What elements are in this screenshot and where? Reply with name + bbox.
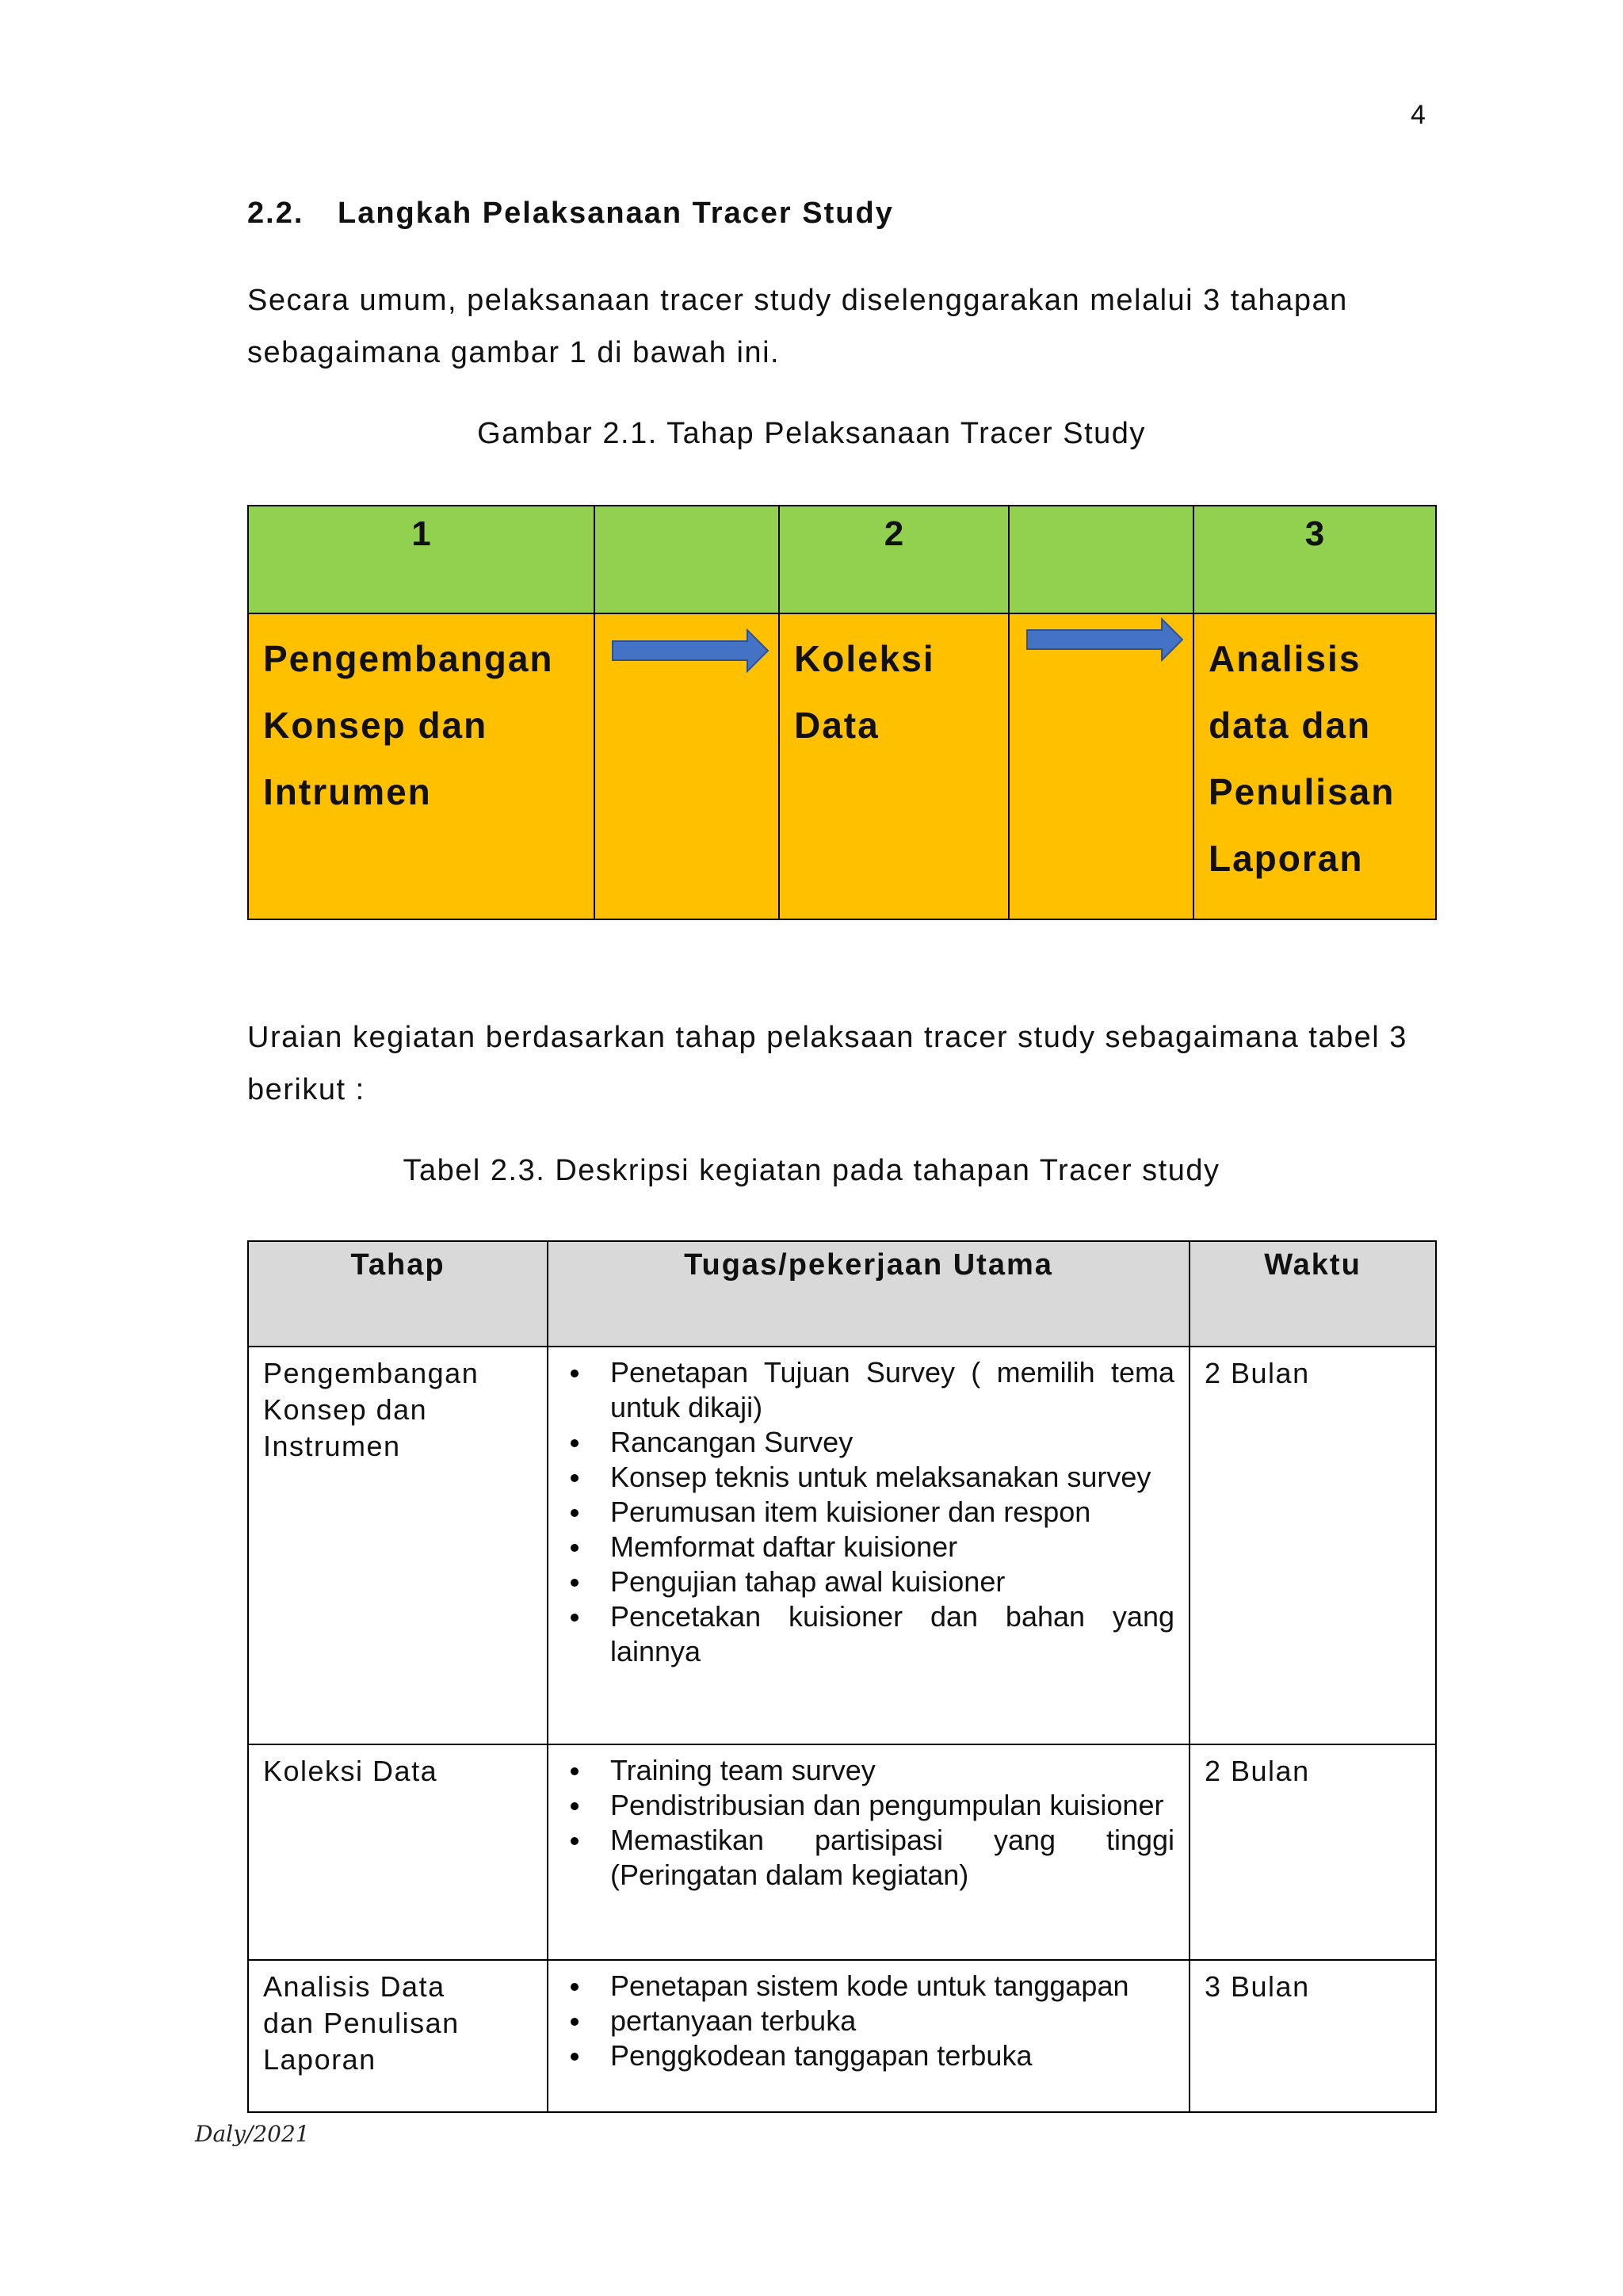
stage-cell: [779, 613, 1009, 919]
list-item: Rancangan Survey: [563, 1425, 1174, 1460]
signature: Daly/2021: [195, 2121, 310, 2147]
tasks-cell: [548, 1960, 1190, 2112]
table-caption: Tabel 2.3. Deskripsi kegiatan pada tahapan Tracer study: [403, 1154, 1220, 1187]
list-item: Penggkodean tanggapan terbuka: [563, 2038, 1174, 2073]
list-item: Memastikan partisipasi yang tinggi (Peringatan dalam kegiatan): [563, 1823, 1174, 1893]
arrow-cell: [1009, 613, 1193, 919]
list-item: Pendistribusian dan pengumpulan kuisioner: [563, 1788, 1174, 1823]
section-number: 2.2.: [247, 197, 304, 230]
section-heading: [247, 197, 894, 231]
tasks-cell: [548, 1347, 1190, 1744]
task-list: [563, 1753, 1174, 1893]
time-cell: 2 Bulan: [1190, 1347, 1436, 1744]
list-item: Training team survey: [563, 1753, 1174, 1788]
right-arrow-icon: [1025, 617, 1184, 662]
stages-figure: [247, 505, 1437, 920]
tasks-cell: [548, 1744, 1190, 1960]
figure-caption: Gambar 2.1. Tahap Pelaksanaan Tracer Study: [477, 417, 1146, 450]
column-header-stage: Tahap: [248, 1241, 548, 1347]
list-item: Penetapan Tujuan Survey ( memilih tema untuk dikaji): [563, 1355, 1174, 1425]
list-item: Perumusan item kuisioner dan respon: [563, 1495, 1174, 1530]
stage-label: Analisis data dan Penulisan Laporan: [1209, 638, 1396, 879]
right-arrow-icon: [611, 628, 769, 673]
stage-label: Koleksi Data: [794, 638, 935, 746]
list-item: Konsep teknis untuk melaksanakan survey: [563, 1460, 1174, 1495]
activity-table: [247, 1240, 1437, 2113]
stage-cell: Pengembangan Konsep dan Instrumen: [248, 1347, 548, 1744]
stage-number: 1: [411, 514, 431, 553]
column-header-time: Waktu: [1190, 1241, 1436, 1347]
stage-number-cell: [1193, 506, 1436, 613]
column-header-tasks: Tugas/pekerjaan Utama: [548, 1241, 1190, 1347]
time-cell: 3 Bulan: [1190, 1960, 1436, 2112]
stage-number-cell: [248, 506, 594, 613]
intro-paragraph: Secara umum, pelaksanaan tracer study diselenggarakan melalui 3 tahapan sebagaimana gambar 1 di bawah ini.: [247, 284, 1348, 369]
stage-cell: Analisis Data dan Penulisan Laporan: [248, 1960, 548, 2112]
task-list: [563, 1969, 1174, 2073]
stage-number: 2: [884, 514, 904, 553]
table-intro-paragraph: Uraian kegiatan berdasarkan tahap pelaksaan tracer study sebagaimana tabel 3 berikut :: [247, 1021, 1407, 1106]
table-row: [248, 1347, 1436, 1744]
arrow-header-cell: [594, 506, 779, 613]
table-row: [248, 1744, 1436, 1960]
arrow-header-cell: [1009, 506, 1193, 613]
list-item: Pencetakan kuisioner dan bahan yang lainnya: [563, 1599, 1174, 1669]
stage-cell: [1193, 613, 1436, 919]
stage-label: Pengembangan Konsep dan Intrumen: [263, 638, 554, 812]
task-list: [563, 1355, 1174, 1669]
list-item: Memformat daftar kuisioner: [563, 1530, 1174, 1564]
stage-number-cell: [779, 506, 1009, 613]
list-item: Pengujian tahap awal kuisioner: [563, 1564, 1174, 1599]
stage-cell: [248, 613, 594, 919]
arrow-cell: [594, 613, 779, 919]
list-item: Penetapan sistem kode untuk tanggapan: [563, 1969, 1174, 2004]
list-item: pertanyaan terbuka: [563, 2004, 1174, 2038]
stage-cell: Koleksi Data: [248, 1744, 548, 1960]
page-number: 4: [1411, 100, 1426, 130]
table-row: [248, 1960, 1436, 2112]
time-cell: 2 Bulan: [1190, 1744, 1436, 1960]
section-title: Langkah Pelaksanaan Tracer Study: [338, 197, 894, 230]
stage-number: 3: [1304, 514, 1325, 553]
